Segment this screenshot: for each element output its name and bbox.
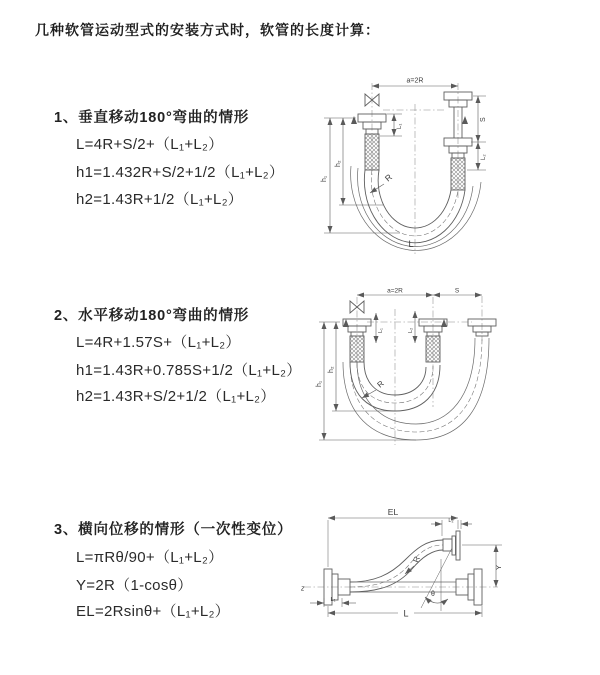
braided-hose: [350, 336, 364, 362]
dim-label-l: L: [408, 239, 414, 249]
radius-leader: [405, 566, 414, 574]
dim-label-r: R: [375, 378, 386, 390]
section-3-heading: 3、横向位移的情形（一次性变位）: [54, 522, 293, 538]
dim-label-l2: L₂: [481, 154, 487, 160]
movement-arrow-icon: [351, 116, 357, 124]
diagram-vertical-bend: [310, 70, 590, 260]
dim-label-y: Y: [494, 564, 503, 570]
dim-label-el: EL: [387, 507, 399, 517]
dim-label-h2: h₂: [328, 366, 335, 373]
dim-label-r: R: [411, 555, 422, 564]
formula-line: h1=1.43R+0.785S+1/2（L₁+L₂）: [76, 362, 302, 379]
dim-label-l1: L₁: [397, 123, 403, 129]
formula-line: L=4R+1.57S+（L₁+L₂）: [76, 334, 241, 351]
braided-hose: [365, 134, 379, 170]
braided-hose: [451, 158, 465, 190]
dim-label-r: R: [382, 171, 394, 184]
formula-line: Y=2R（1-cosθ）: [76, 577, 193, 594]
dim-label-l2: L₂: [408, 327, 414, 333]
formula-line: h1=1.432R+S/2+1/2（L₁+L₂）: [76, 164, 285, 181]
hose-u-bend-moved: [343, 338, 489, 440]
dim-label-a2r: a=2R: [406, 77, 424, 85]
dim-label-theta: θ: [431, 591, 435, 598]
movement-arrow-icon: [343, 319, 349, 327]
formula-line: L=πRθ/90+（L₁+L₂）: [76, 549, 224, 566]
radius-leader: [370, 184, 384, 193]
moved-flange: [443, 531, 460, 560]
dim-label-h2: h₂: [335, 160, 342, 167]
dim-label-l1: L₁: [330, 597, 336, 603]
formula-line: h2=1.43R+1/2（L₁+L₂）: [76, 191, 244, 208]
movement-arrow-icon: [441, 319, 447, 327]
dim-label-l1: L₁: [378, 328, 384, 333]
braided-hose: [426, 336, 440, 362]
dim-label-l: L: [403, 608, 409, 619]
dim-label-h1: h₁: [321, 175, 328, 182]
break-mark: z: [301, 585, 305, 593]
angle-arc: [425, 597, 448, 603]
dim-label-s: S: [480, 117, 487, 122]
diagram-horizontal-bend: [310, 283, 590, 460]
movement-arrow-icon: [462, 116, 468, 124]
dim-label-h1: h₁: [316, 380, 323, 387]
angle-line: [421, 548, 452, 608]
formula-line: h2=1.43R+S/2+1/2（L₁+L₂）: [76, 388, 276, 405]
formula-line: EL=2Rsinθ+（L₁+L₂）: [76, 603, 230, 620]
formula-line: L=4R+S/2+（L₁+L₂）: [76, 136, 224, 153]
valve-icon: [365, 94, 379, 106]
hose-s-curve: [350, 540, 443, 592]
dim-label-s: S: [454, 287, 460, 295]
diagram-lateral-shift: [298, 503, 593, 648]
section-1-heading: 1、垂直移动180°弯曲的情形: [54, 110, 250, 126]
page-title: 几种软管运动型式的安装方式时，软管的长度计算：: [35, 22, 380, 38]
dim-label-a2r: a=2R: [387, 287, 403, 295]
dim-label-l2: L₂: [448, 518, 454, 524]
section-2-heading: 2、水平移动180°弯曲的情形: [54, 308, 250, 324]
